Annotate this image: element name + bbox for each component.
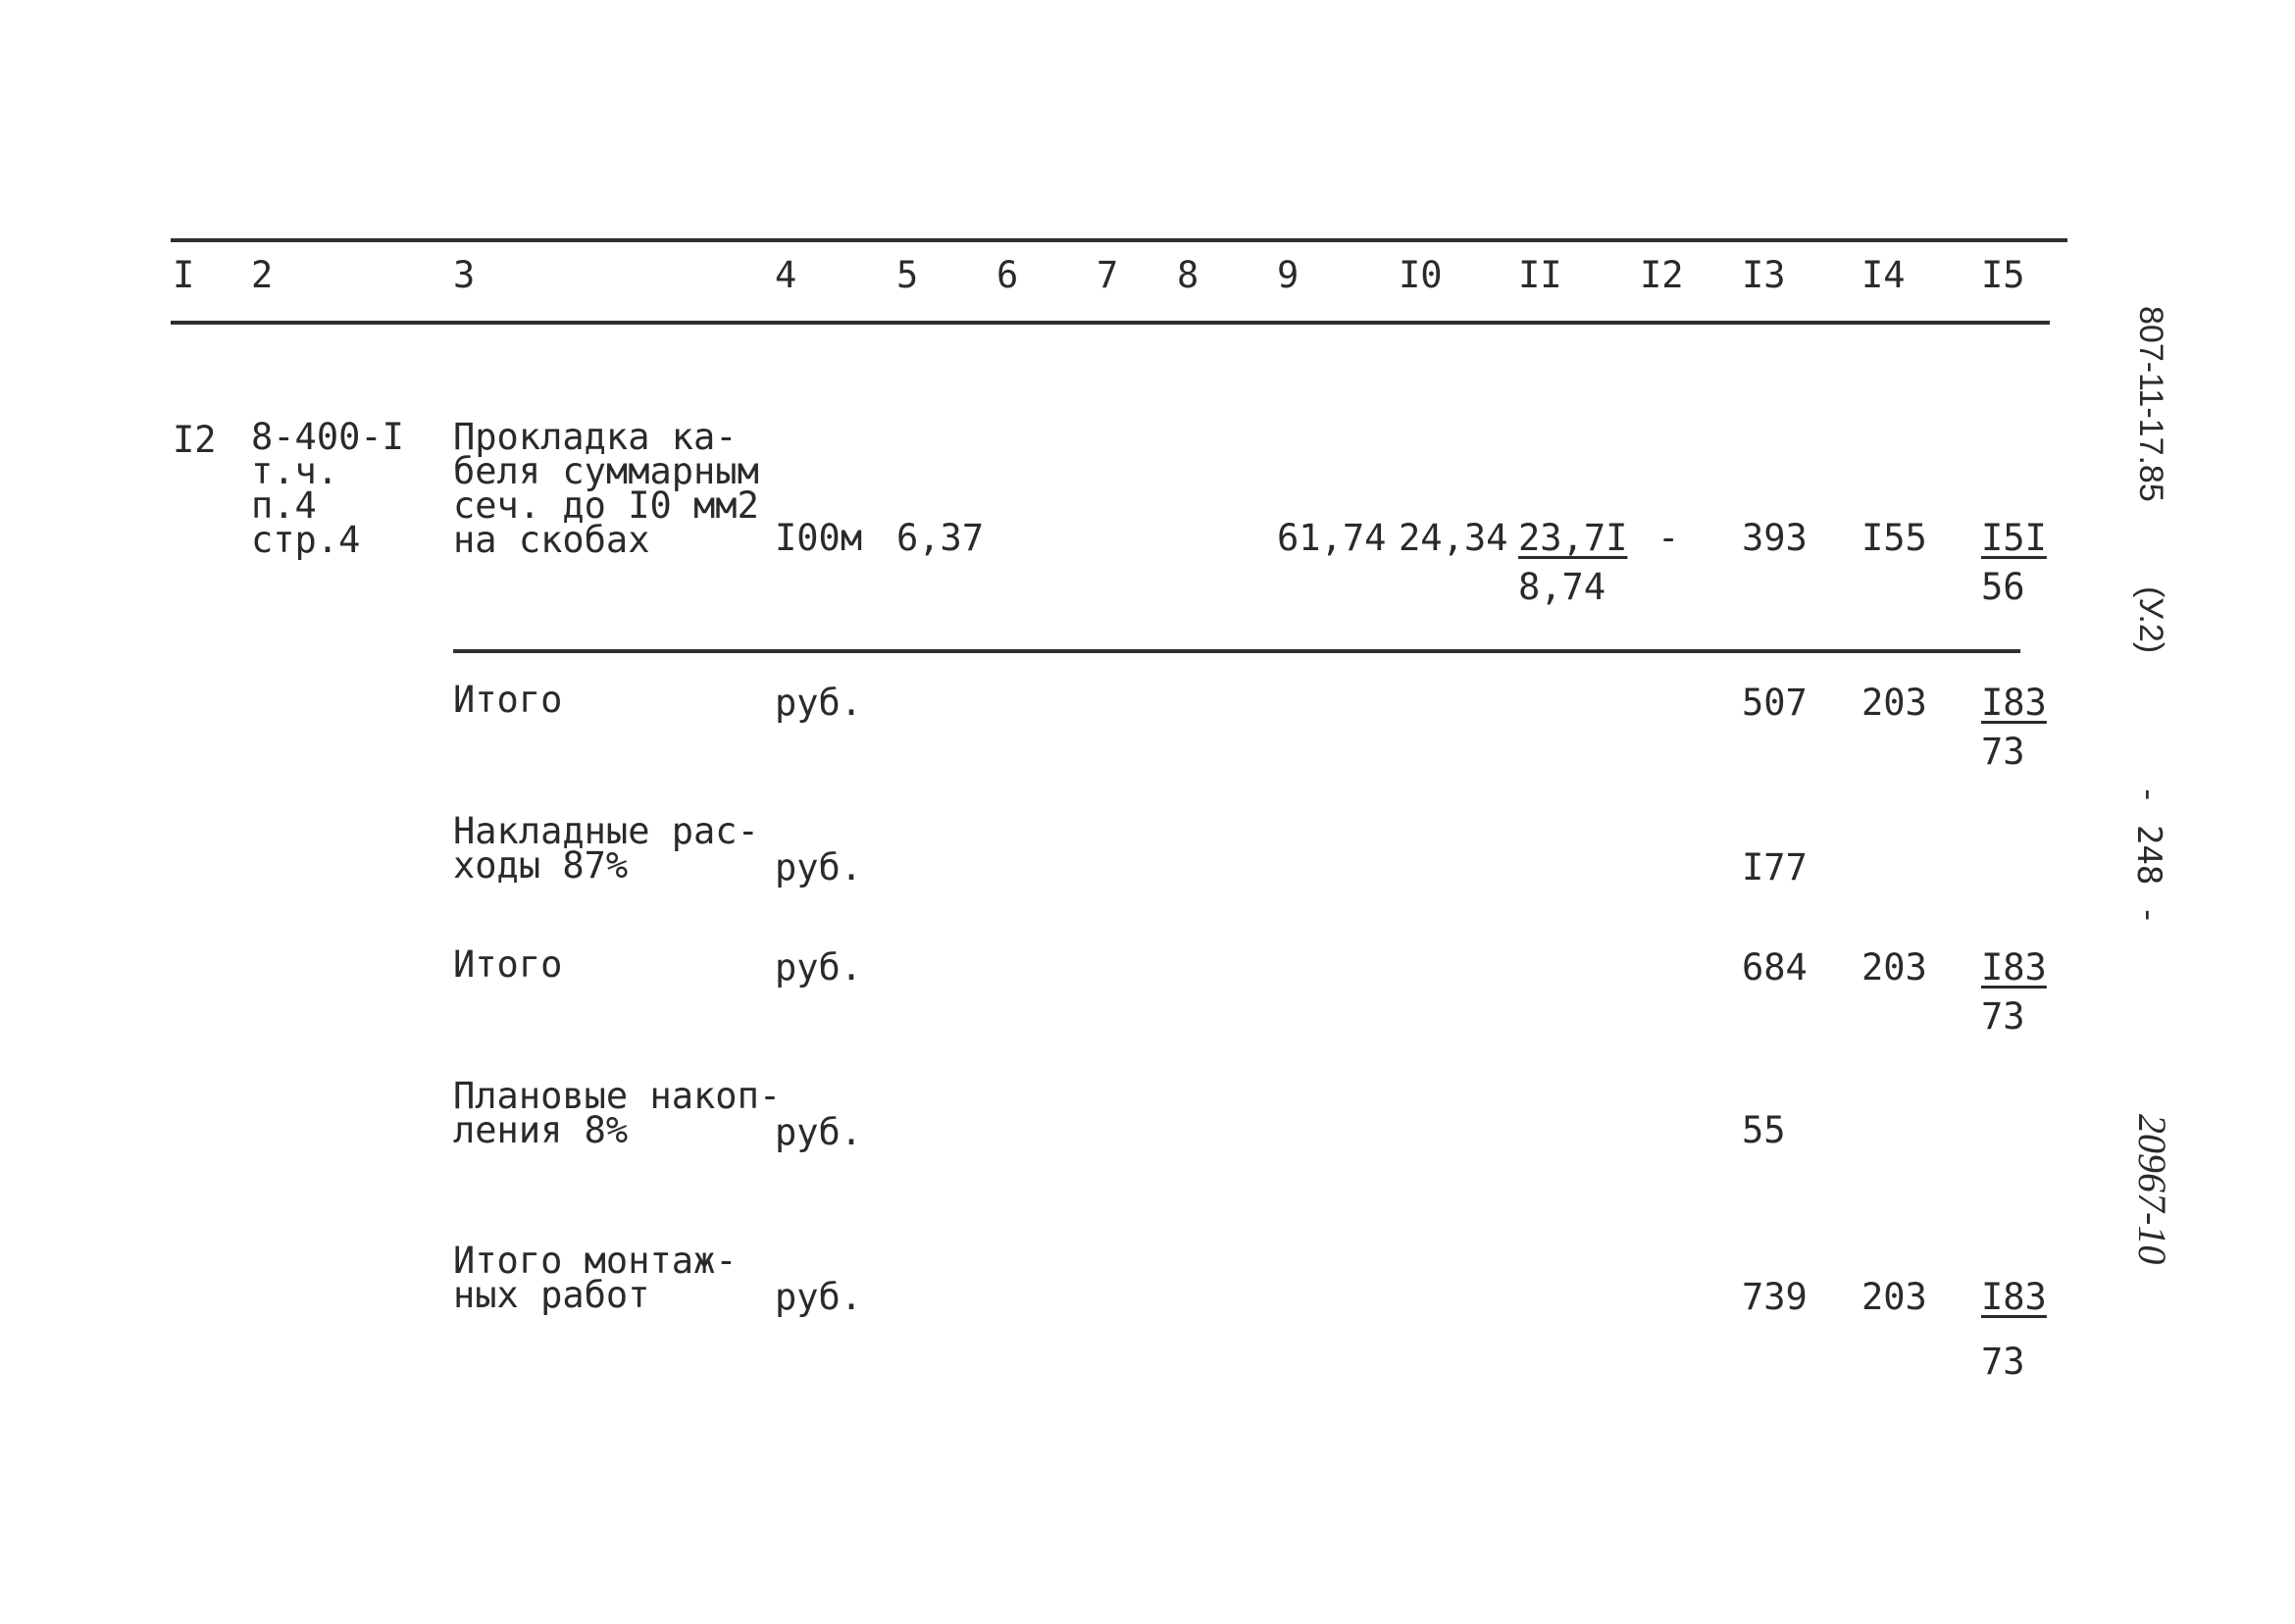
summary-col-14: 203 — [1862, 1276, 1927, 1318]
summary-col-15-top: I83 — [1981, 682, 2047, 724]
col-13-header: I3 — [1742, 254, 1786, 296]
summary-col-13: 684 — [1742, 946, 1808, 989]
item-col-15-bottom: 56 — [1981, 566, 2025, 608]
col-4-header: 4 — [775, 254, 797, 296]
summary-label: Накладные рас- ходы 87% — [453, 810, 759, 887]
item-col-14: I55 — [1862, 517, 1927, 559]
col-7-header: 7 — [1096, 254, 1119, 296]
summary-unit: руб. — [775, 1111, 863, 1153]
summary-col-15-bottom: 73 — [1981, 731, 2025, 773]
col-15-header: I5 — [1981, 254, 2025, 296]
summary-col-15-bottom: 73 — [1981, 995, 2025, 1038]
summary-col-14: 203 — [1862, 946, 1927, 989]
item-separator-rule — [453, 649, 2020, 653]
summary-col-15-bottom: 73 — [1981, 1341, 2025, 1383]
item-description: Прокладка ка- беля суммарным сеч. до I0 мм2 на скобах — [453, 416, 759, 561]
summary-col-13: 739 — [1742, 1276, 1808, 1318]
summary-unit: руб. — [775, 846, 863, 888]
col-14-header: I4 — [1862, 254, 1906, 296]
item-code: 8-400-I т.ч. п.4 стр.4 — [251, 416, 404, 561]
summary-col-13: 55 — [1742, 1109, 1786, 1151]
margin-inventory-number: 20967-10 — [2130, 1114, 2174, 1265]
item-col-13: 393 — [1742, 517, 1808, 559]
margin-doc-code: 807-11-17.85 — [2132, 306, 2169, 502]
item-quantity: 6,37 — [896, 517, 985, 559]
col-11-header: II — [1518, 254, 1562, 296]
item-unit: I00м — [775, 517, 863, 559]
summary-unit: руб. — [775, 946, 863, 989]
item-col-12: - — [1658, 517, 1680, 559]
item-col-11-top: 23,7I — [1518, 517, 1628, 559]
header-top-rule — [171, 238, 2067, 242]
item-col-10: 24,34 — [1399, 517, 1508, 559]
summary-col-14: 203 — [1862, 682, 1927, 724]
summary-col-15-top: I83 — [1981, 1276, 2047, 1318]
summary-label: Плановые накоп- ления 8% — [453, 1075, 782, 1151]
summary-col-13: I77 — [1742, 846, 1808, 888]
margin-volume: (У.2) — [2132, 586, 2169, 654]
summary-col-13: 507 — [1742, 682, 1808, 724]
header-bottom-rule — [171, 321, 2050, 325]
col-8-header: 8 — [1177, 254, 1199, 296]
col-9-header: 9 — [1277, 254, 1300, 296]
summary-col-15-top: I83 — [1981, 946, 2047, 989]
col-12-header: I2 — [1640, 254, 1684, 296]
col-3-header: 3 — [453, 254, 476, 296]
col-6-header: 6 — [996, 254, 1019, 296]
item-col-11-bottom: 8,74 — [1518, 566, 1606, 608]
summary-label: Итого — [453, 943, 563, 986]
item-col-15-top: I5I — [1981, 517, 2047, 559]
summary-unit: руб. — [775, 682, 863, 724]
summary-label: Итого — [453, 679, 563, 721]
summary-unit: руб. — [775, 1276, 863, 1318]
col-5-header: 5 — [896, 254, 919, 296]
item-col-9: 61,74 — [1277, 517, 1387, 559]
col-1-header: I — [173, 254, 195, 296]
col-2-header: 2 — [251, 254, 274, 296]
item-number: I2 — [173, 419, 217, 461]
summary-label: Итого монтаж- ных работ — [453, 1240, 738, 1316]
col-10-header: I0 — [1399, 254, 1443, 296]
margin-page-number: - 248 - — [2129, 785, 2168, 926]
